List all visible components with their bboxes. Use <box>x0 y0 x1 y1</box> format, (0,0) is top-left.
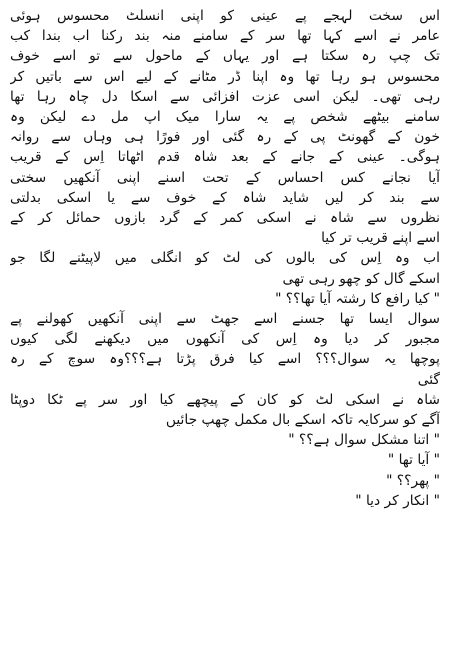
text-line: رہی تھی۔ لیکن اسی عزت افزائی سے اسکا دل چاہ رہا تھا <box>10 88 440 105</box>
quoted-dialogue: " انکار کر دیا " <box>355 492 440 509</box>
quoted-dialogue: " آیا تھا " <box>387 452 440 469</box>
text-line: سامنے بیٹھے شخص پے یہ سارا میک اپ مل دے لیکن وہ <box>10 109 440 126</box>
urdu-text-body <box>10 6 440 511</box>
text-line: گئی <box>417 371 440 388</box>
paragraph-1 <box>10 6 440 248</box>
text-line: مجبور کر دیا وہ اِس کی آنکھوں میں دیکھنے لگی کیوں <box>10 331 440 348</box>
text-line: اسکے گال کو چھو رہی تھی <box>282 270 440 287</box>
text-line: آیا نجانے کس احساس کے تحت اسنے اپنی آنکھیں سختی <box>10 169 440 186</box>
quoted-dialogue: " کیا رافع کا رشتہ آیا تھا؟؟ " <box>275 290 440 307</box>
paragraph-4 <box>10 390 440 511</box>
text-line: نظروں سے شاہ نے اسکی کمر کے گرد بازوں حمائل کر کے <box>10 210 440 227</box>
quoted-dialogue: " پھر؟؟ " <box>386 472 440 489</box>
text-line: شاہ نے اسکی لٹ کو کان کے پیچھے کیا اور سر پے ٹکا دوپٹا <box>10 391 440 408</box>
paragraph-2 <box>10 248 440 309</box>
text-line: اسے اپنے قریب تر کیا <box>321 230 440 247</box>
text-line: آگے کو سرکایہ تاکہ اسکے بال مکمل چھپ جائیں <box>165 412 440 429</box>
text-line: ہوگی۔ عینی کے جانے کے بعد شاہ قدم اٹھاتا اِس کے قریب <box>10 149 440 166</box>
text-line: خون کے گھونٹ پی کے رہ گئی اور فورًا ہی وہاں سے روانہ <box>10 129 440 146</box>
text-line: سوال ایسا تھا جسنے اسے جھٹ سے اپنی آنکھیں کھولنے پے <box>10 311 440 328</box>
quoted-dialogue: " اتنا مشکل سوال ہے؟؟ " <box>288 432 440 449</box>
text-line: عامر نے اسے کہا تھا سر کے سامنے منہ بند رکنا اب بندا کب <box>10 28 440 45</box>
text-line: پوچھا یہ سوال؟؟؟ اسے کیا فرق پڑتا ہے؟؟؟وہ سوچ کے رہ <box>10 351 440 368</box>
text-line: سے بند کر لیں شاید شاہ کے خوف سے یا اسکی بدلتی <box>10 189 440 206</box>
text-line: اس سخت لہجے پے عینی کو اپنی انسلٹ محسوس ہوئی <box>10 8 440 24</box>
text-line: اب وہ اِس کی بالوں کی لٹ کو انگلی میں لاپیٹنے لگا جو <box>10 250 440 267</box>
text-line: تک چپ رہ سکتا ہے اور یہاں کے ماحول سے تو اسے خوف <box>10 48 440 65</box>
paragraph-3 <box>10 309 440 390</box>
text-line: محسوس ہو رہا تھا وہ اپنا ڈر مٹانے کے لیے اس سے باتیں کر <box>10 68 440 85</box>
